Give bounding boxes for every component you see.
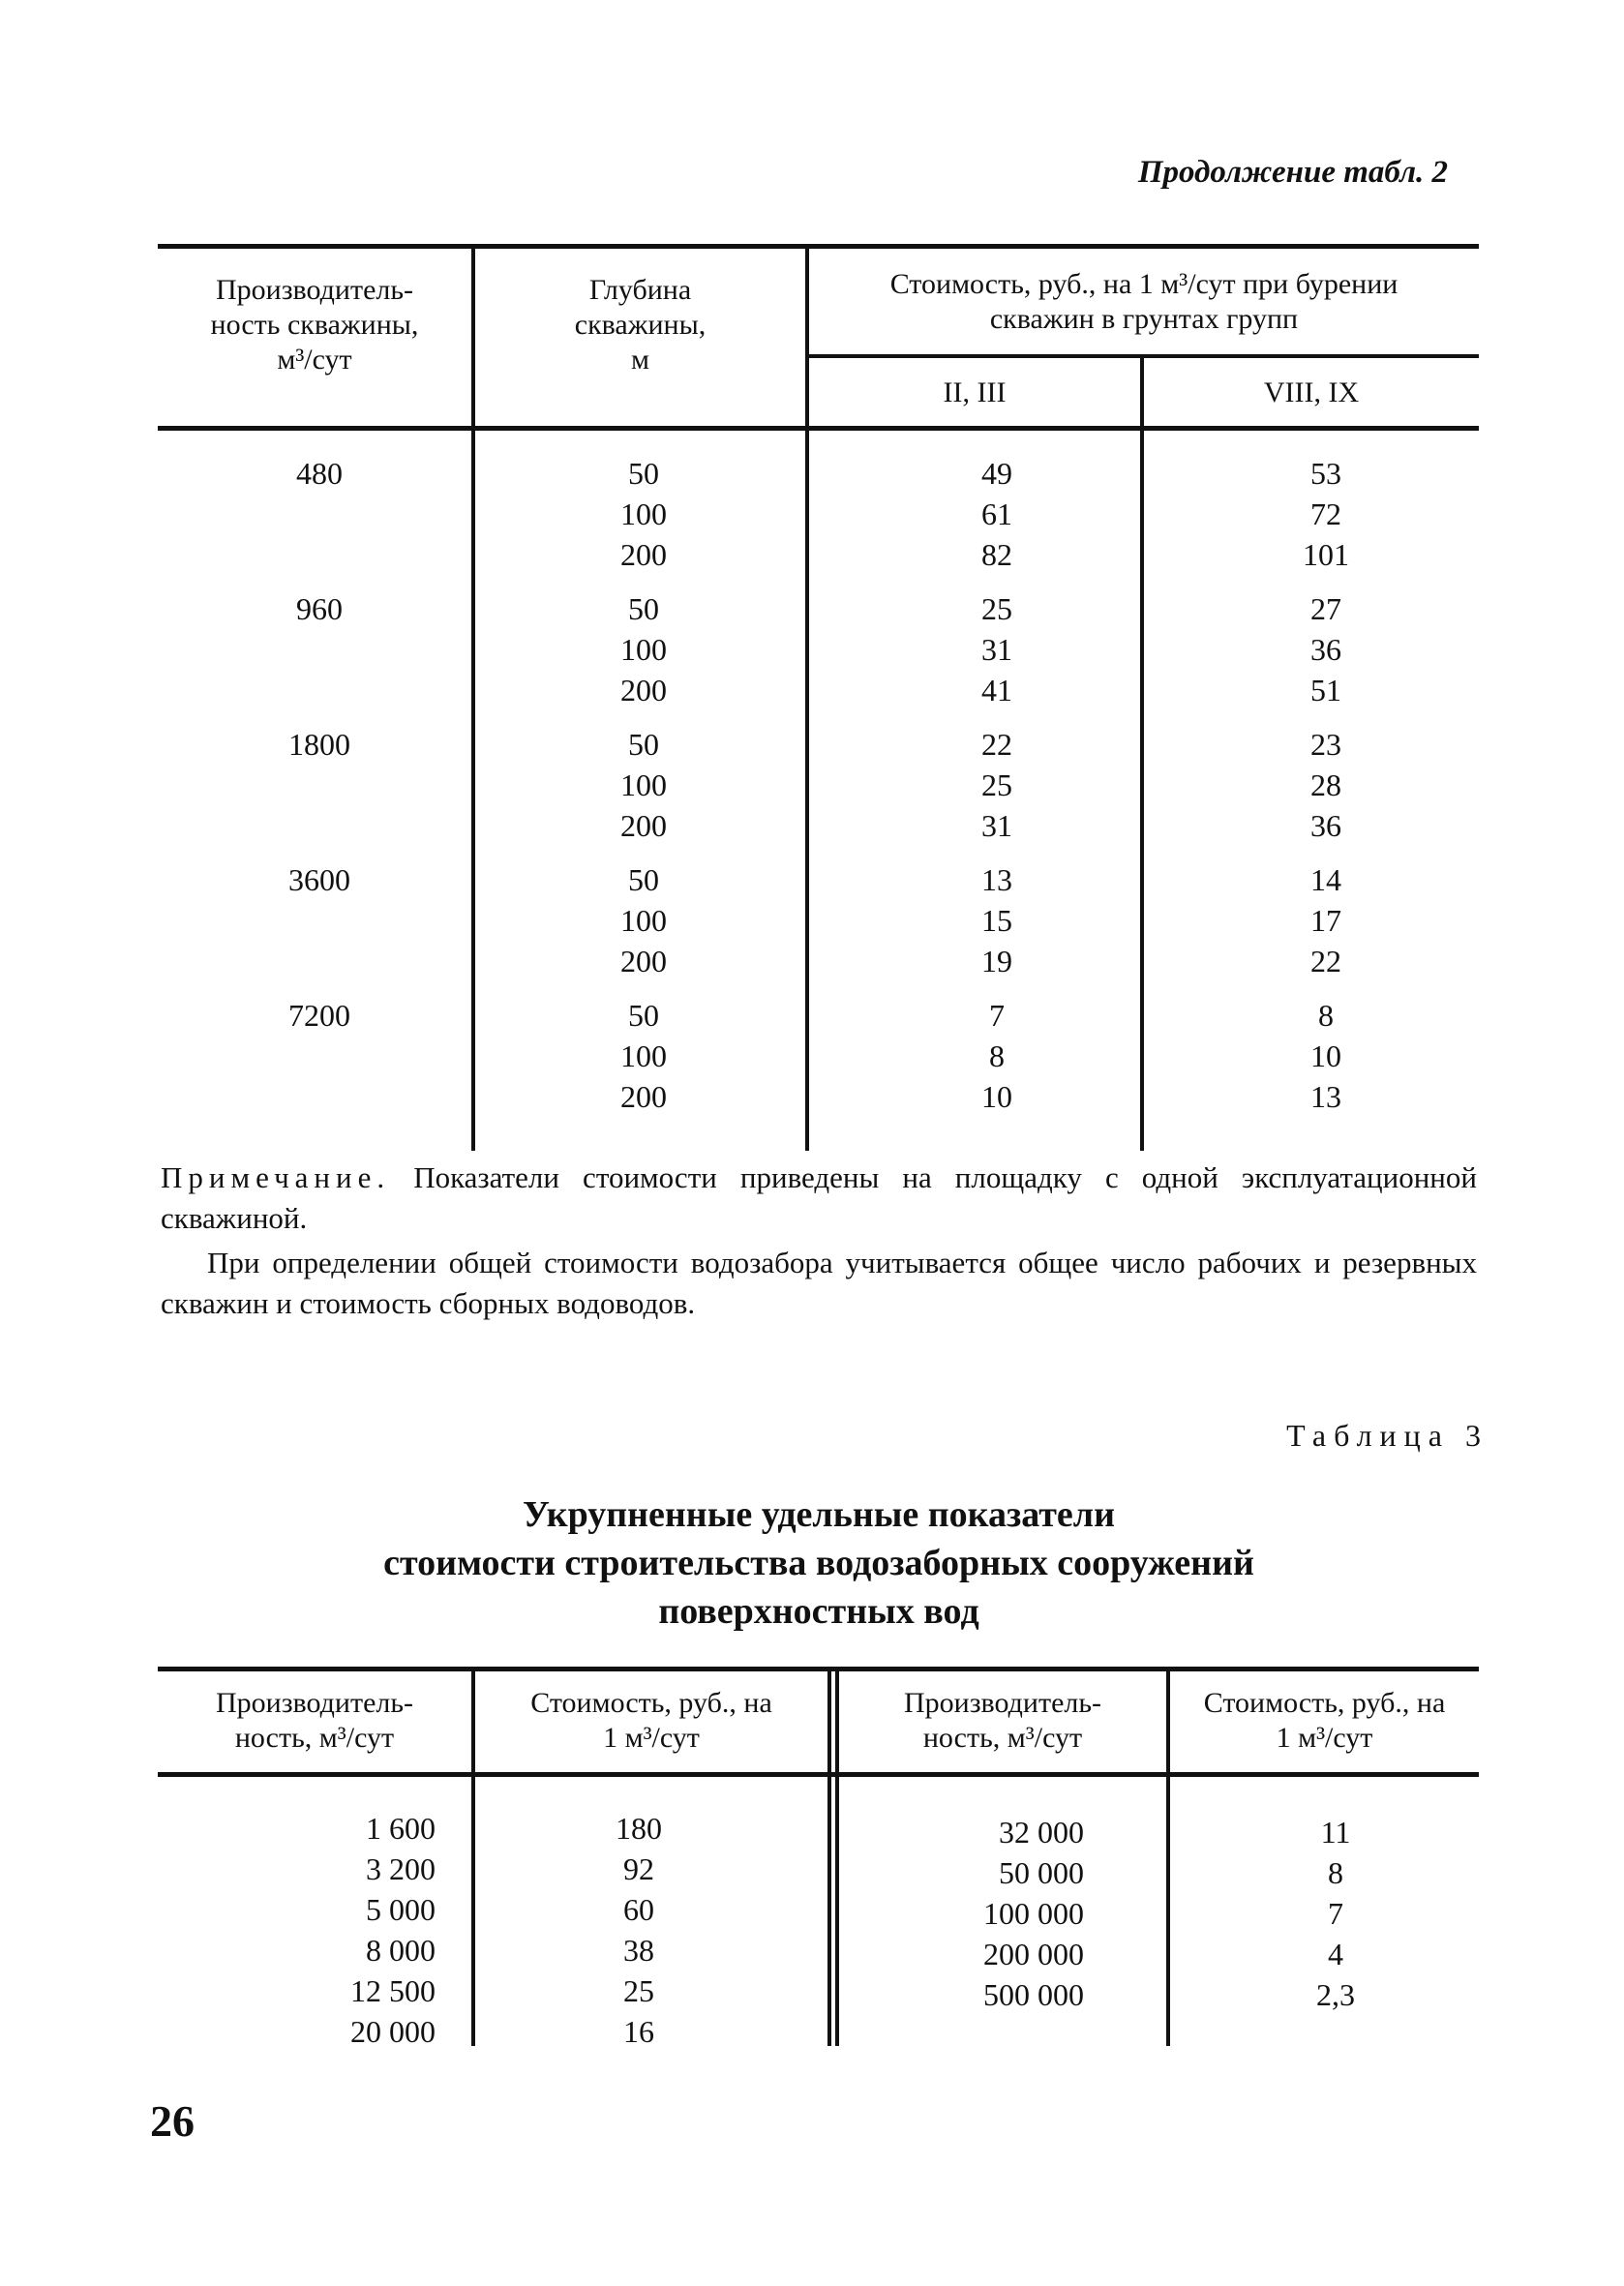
table2-productivity-cell: 7200 (288, 998, 350, 1033)
table2-cost-viii-ix-cell: 13 (1310, 1079, 1341, 1114)
table2-depth-cell: 200 (620, 808, 667, 843)
table2-divider-1 (471, 246, 475, 1151)
table2-cost-viii-ix-cell: 27 (1310, 591, 1341, 626)
table2-depth-cell: 100 (620, 767, 667, 802)
table3-left-cost-cell: 180 (616, 1811, 662, 1846)
table2-depth-cell: 200 (620, 673, 667, 707)
table3-right-cost-cell: 4 (1328, 1937, 1343, 1971)
table2-cost-ii-iii-cell: 7 (989, 998, 1005, 1033)
table2-top-rule (158, 244, 1479, 249)
continuation-caption: Продолжение табл. 2 (1137, 155, 1448, 190)
table2-cost-viii-ix-cell: 72 (1310, 496, 1341, 531)
table2-depth-cell: 100 (620, 632, 667, 667)
table2-cost-viii-ix-cell: 8 (1318, 998, 1334, 1033)
table3-left-productivity-cell: 12 500 (350, 1973, 436, 2008)
note-paragraph-2 (161, 1243, 1477, 1324)
table3-right-productivity-cell: 200 000 (983, 1937, 1084, 1971)
table2-depth-cell: 50 (628, 862, 659, 897)
table3-header-cost-left: Стоимость, руб., на 1 м³/сут (530, 1687, 772, 1754)
note-text-1: Показатели стоимости приведены на площадку с одной эксплуатационной скважиной. (161, 1160, 1477, 1235)
table2-productivity-cell: 480 (296, 456, 343, 491)
table3-right-cost-cell: 8 (1328, 1855, 1343, 1890)
table2-header-productivity: Производитель- ность скважины, м³/сут (210, 274, 419, 376)
table2-divider-3 (1140, 356, 1144, 1151)
table3-right-productivity-cell: 500 000 (983, 1977, 1084, 2012)
table2-depth-cell: 100 (620, 903, 667, 938)
table3-left-productivity-cell: 8 000 (366, 1933, 436, 1968)
table3-header-productivity-left: Производитель- ность, м³/сут (215, 1687, 414, 1754)
table2-cost-viii-ix-cell: 53 (1310, 456, 1341, 491)
table2-cost-viii-ix-cell: 51 (1310, 673, 1341, 707)
table3-left-cost-cell: 16 (623, 2014, 654, 2049)
table2-productivity-cell: 3600 (288, 862, 350, 897)
table3-left-productivity-cell: 20 000 (350, 2014, 436, 2049)
table3-right-productivity-cell: 100 000 (983, 1896, 1084, 1931)
table2-cost-ii-iii-cell: 19 (981, 944, 1012, 978)
table2-cost-ii-iii-cell: 13 (981, 862, 1012, 897)
table2-cost-ii-iii-cell: 25 (981, 591, 1012, 626)
table3-right-cost-cell: 7 (1328, 1896, 1343, 1931)
table2-depth-cell: 200 (620, 944, 667, 978)
table2-depth-cell: 50 (628, 591, 659, 626)
table3-top-rule (158, 1667, 1479, 1671)
table3-left-cost-cell: 38 (623, 1933, 654, 1968)
table3-left-productivity-cell: 3 200 (366, 1851, 436, 1886)
table2-header-group-ii-iii: II, III (943, 376, 1007, 408)
table3-left-cost-cell: 25 (623, 1973, 654, 2008)
table2-header-depth: Глубина скважины, м (574, 274, 707, 376)
table3-right-cost-cell: 11 (1320, 1815, 1351, 1850)
table2-cost-viii-ix-cell: 17 (1310, 903, 1341, 938)
note-label: Примечание. (161, 1160, 391, 1194)
table2-depth-cell: 50 (628, 456, 659, 491)
table3-header-bottom-rule (158, 1772, 1479, 1777)
table3-header-cost-right: Стоимость, руб., на 1 м³/сут (1203, 1687, 1446, 1754)
table2-cost-viii-ix-cell: 101 (1303, 537, 1349, 572)
table3-header-productivity-right: Производитель- ность, м³/сут (903, 1687, 1102, 1754)
table3-label: Таблица 3 (1286, 1418, 1489, 1453)
table2-cost-viii-ix-cell: 36 (1310, 632, 1341, 667)
table3-right-productivity-cell: 32 000 (999, 1815, 1084, 1850)
table2-cost-viii-ix-cell: 23 (1310, 727, 1341, 762)
table2-cost-ii-iii-cell: 15 (981, 903, 1012, 938)
table3-left-cost-cell: 60 (623, 1892, 654, 1927)
table2-cost-viii-ix-cell: 28 (1310, 767, 1341, 802)
table3-title: Укрупненные удельные показатели стоимости строительства водозаборных сооружений поверхностных вод (383, 1494, 1254, 1632)
table2-cost-ii-iii-cell: 31 (981, 632, 1012, 667)
note-text-2: При определении общей стоимости водозабора учитывается общее число рабочих и резервных скважин и стоимость сборных водоводов. (161, 1246, 1477, 1320)
table2-header-bottom-rule (158, 426, 1479, 431)
table2-cost-viii-ix-cell: 22 (1310, 944, 1341, 978)
table2-cost-ii-iii-cell: 22 (981, 727, 1012, 762)
table2-depth-cell: 50 (628, 727, 659, 762)
table2-productivity-cell: 960 (296, 591, 343, 626)
table3-left-productivity-cell: 5 000 (366, 1892, 436, 1927)
table3-right-productivity-cell: 50 000 (999, 1855, 1084, 1890)
page-number: 26 (150, 2096, 195, 2146)
table2-cost-ii-iii-cell: 10 (981, 1079, 1012, 1114)
table2-depth-cell: 50 (628, 998, 659, 1033)
table2-cost-viii-ix-cell: 10 (1310, 1038, 1341, 1073)
table2-depth-cell: 200 (620, 537, 667, 572)
table3-left-productivity-cell: 1 600 (366, 1811, 436, 1846)
table2-cost-ii-iii-cell: 61 (981, 496, 1012, 531)
table2-header-cost: Стоимость, руб., на 1 м³/сут при бурении скважин в грунтах групп (889, 268, 1398, 335)
table2-depth-cell: 100 (620, 496, 667, 531)
table2-cost-viii-ix-cell: 36 (1310, 808, 1341, 843)
table3-divider-double-a (827, 1669, 831, 2046)
table2-depth-cell: 100 (620, 1038, 667, 1073)
table2-cost-viii-ix-cell: 14 (1310, 862, 1341, 897)
table2-cost-ii-iii-cell: 41 (981, 673, 1012, 707)
table2-depth-cell: 200 (620, 1079, 667, 1114)
table2-cost-ii-iii-cell: 82 (981, 537, 1012, 572)
table3-right-cost-cell: 2,3 (1316, 1977, 1355, 2012)
table2-cost-ii-iii-cell: 49 (981, 456, 1012, 491)
table2-header-group-viii-ix: VIII, IX (1263, 376, 1360, 408)
table2-productivity-cell: 1800 (288, 727, 350, 762)
note-paragraph-1 (161, 1158, 1477, 1239)
table2-cost-ii-iii-cell: 8 (989, 1038, 1005, 1073)
table2-cost-ii-iii-cell: 25 (981, 767, 1012, 802)
table3-left-cost-cell: 92 (623, 1851, 654, 1886)
table2-cost-ii-iii-cell: 31 (981, 808, 1012, 843)
